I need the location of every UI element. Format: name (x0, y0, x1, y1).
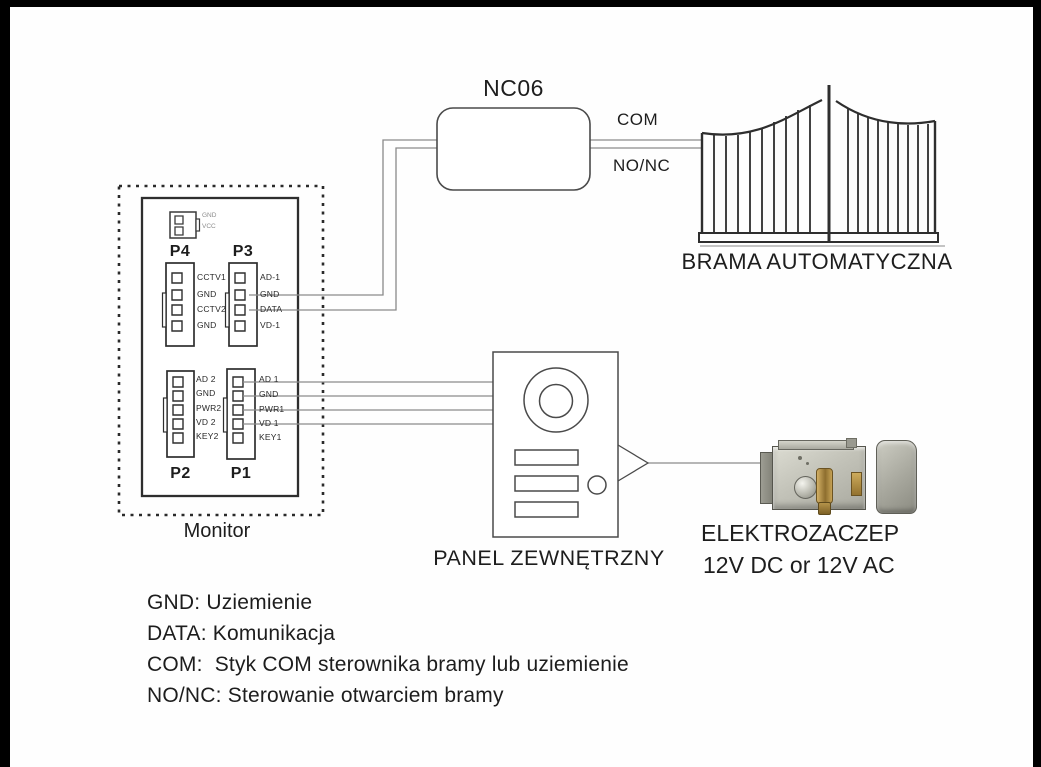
p1-name: P1 (230, 465, 252, 482)
p1-pin-label: GND (259, 389, 279, 399)
strike-notch (846, 438, 857, 448)
strike-key (818, 502, 831, 515)
p3-name: P3 (232, 243, 254, 260)
electric-strike-image (750, 432, 930, 524)
legend-line-nonc: NO/NC: Sterowanie otwarciem bramy (147, 684, 504, 707)
legend-line-gnd: GND: Uziemienie (147, 591, 313, 614)
strike-screw (806, 462, 809, 465)
p3-pin-label: GND (260, 289, 280, 299)
com-wire-label: COM (617, 110, 659, 129)
nc06-label: NC06 (483, 75, 544, 101)
p3-pin-label: AD-1 (260, 272, 281, 282)
power-pin-label: GND (202, 212, 217, 219)
p2-name: P2 (170, 465, 191, 482)
p4-pin-label: CCTV2 (197, 304, 226, 314)
p3-connector (226, 263, 258, 346)
nonc-wire-label: NO/NC (613, 156, 671, 175)
strike-knob (794, 476, 817, 499)
p1-pin-label: AD 1 (259, 374, 279, 384)
legend-line-data: DATA: Komunikacja (147, 622, 336, 645)
monitor-board-outline (142, 198, 298, 496)
p2-pin-label: KEY2 (196, 431, 219, 441)
strike-cylinder (816, 468, 833, 504)
p1-pin-label: VD 1 (259, 418, 279, 428)
gate-bars (714, 105, 928, 233)
legend-line-com: COM: Styk COM sterownika bramy lub uziemienie (147, 653, 629, 676)
panel-output-arrow (618, 445, 648, 481)
gate-bottom-rail (699, 233, 938, 242)
panel-body (493, 352, 618, 537)
strike-voltage-label: 12V DC or 12V AC (703, 552, 895, 578)
p1-pins (233, 377, 243, 443)
p2-connector (164, 371, 195, 457)
monitor-label: Monitor (183, 520, 251, 542)
power-pin-label: VCC (202, 223, 216, 230)
p2-pin-label: VD 2 (196, 417, 216, 427)
gate-drawing (699, 85, 945, 246)
gate-label: BRAMA AUTOMATYCZNA (681, 249, 953, 274)
p3-pin-label: DATA (260, 304, 283, 314)
p1-pin-label: KEY1 (259, 432, 282, 442)
strike-label: ELEKTROZACZEP (701, 520, 900, 546)
door-panel-drawing (493, 352, 648, 537)
p2-pin-label: GND (196, 388, 216, 398)
strike-latch (851, 472, 862, 496)
power-connector (170, 212, 200, 238)
p4-pin-label: GND (197, 320, 217, 330)
p3-pin-label: VD-1 (260, 320, 281, 330)
strike-top-lip (778, 440, 854, 450)
p2-pins (173, 377, 183, 443)
legend (147, 591, 629, 715)
panel-label: PANEL ZEWNĘTRZNY (433, 546, 665, 570)
p4-connector (163, 263, 195, 346)
p4-pin-label: CCTV1 (197, 272, 226, 282)
strike-plate (876, 440, 917, 514)
p2-pin-label: PWR2 (196, 403, 222, 413)
p1-pin-label: PWR1 (259, 404, 285, 414)
p2-pin-label: AD 2 (196, 374, 216, 384)
p4-name: P4 (169, 243, 191, 260)
strike-screw (798, 456, 802, 460)
nc06-module-box (437, 108, 590, 190)
p4-pin-label: GND (197, 289, 217, 299)
gate-right-rail (836, 101, 935, 124)
